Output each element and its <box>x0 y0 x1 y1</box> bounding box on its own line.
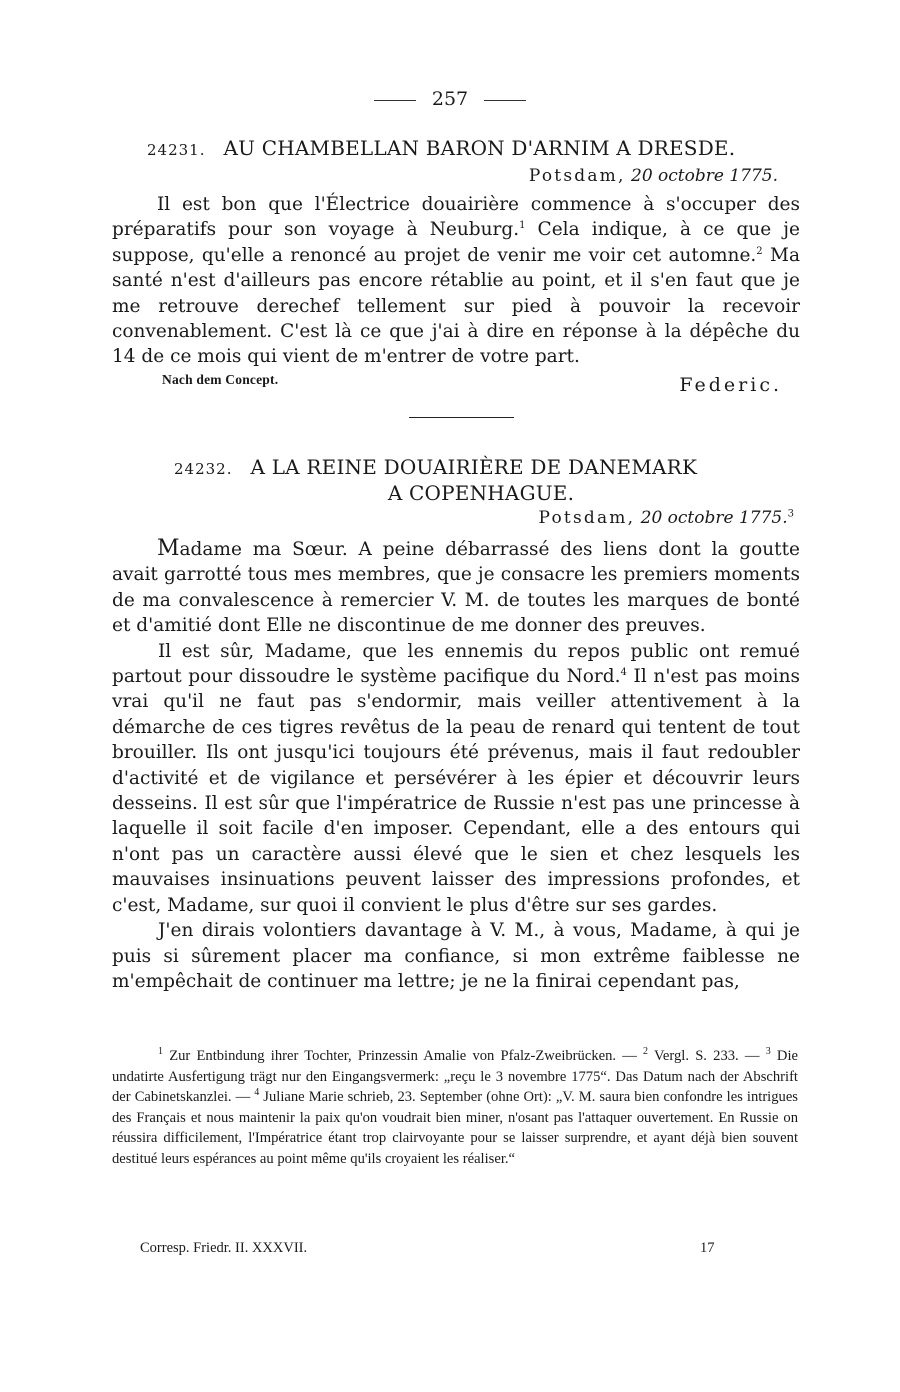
letter-number: 24231. <box>147 141 206 159</box>
footnote-text: Die undatirte Ausfertigung trägt nur den Eingangsvermerk: „reçu le 3 novembre 1775“. Das Datum nach der Abschrift der Cabinetskanzlei. — <box>112 1048 798 1105</box>
signature-mark: 17 <box>700 1240 715 1256</box>
separator-rule <box>409 417 514 418</box>
letter-24231 <box>112 136 800 396</box>
paragraph <box>112 192 800 370</box>
page-header <box>0 88 900 110</box>
signature: Federic. <box>679 373 782 396</box>
dateline <box>112 166 778 186</box>
text-run: adame ma Sœur. A peine débarrassé des liens dont la goutte avait garrotté tous mes membres, que je consacre les premiers moments de ma convalescence à remercier V. M. de toutes les marques de bonté et d'amitié dont Elle ne discontinue de me donner des preuves. <box>112 539 800 637</box>
date-text: 20 octobre 1775. <box>640 508 788 528</box>
letter-body <box>112 536 800 994</box>
letter-title-line2: A COPENHAGUE. <box>387 481 575 505</box>
source-note: Nach dem Concept. <box>162 371 279 387</box>
footnotes <box>112 1046 798 1169</box>
text-run: Cela indique, à ce que je suppose, qu'elle a renoncé au projet de venir me voir cet automne. <box>112 219 800 266</box>
page-footer <box>140 1240 720 1257</box>
letter-title-line1: A LA REINE DOUAIRIÈRE DE DANEMARK <box>250 455 698 479</box>
footnote-number: 1 <box>158 1046 163 1058</box>
text-run: J'en dirais volontiers davantage à V. M., à vous, Madame, à qui je puis si sûrement placer ma confiance, si mon extrême faiblesse ne m'empêchait de continuer ma lettre; je ne la finirai cependant pas, <box>112 920 800 992</box>
letter-24232 <box>112 455 800 994</box>
date-place: Potsdam, <box>528 166 626 186</box>
collection-line: Corresp. Friedr. II. XXXVII. <box>140 1240 308 1256</box>
letter-body <box>112 192 800 370</box>
salutation-initial: M <box>157 536 180 561</box>
paragraph <box>112 536 800 639</box>
dateline <box>112 508 794 528</box>
footnote-text: Juliane Marie schrieb, 23. September (ohne Ort): „V. M. saura bien confondre les intrigues des Français et nous maintenir la paix qu'on voudrait bien miner, n'osant pas l'attaquer ouvertement. En Russie on réussira difficilement, l'Impératrice étant trop clairvoyante pour se laisser surprendre, et ayant déjà bien souvent destitué leurs espérances au point même qu'ils croyaient les réaliser.“ <box>112 1089 798 1167</box>
header-dash-right <box>484 100 526 101</box>
page-number: 257 <box>431 88 469 110</box>
header-dash-left <box>374 100 416 101</box>
note-ref: 4 <box>620 666 627 678</box>
signature-row <box>112 370 800 396</box>
footnote-number: 4 <box>254 1087 260 1099</box>
footnote-text: Vergl. S. 233. — <box>648 1048 766 1064</box>
letter-title: AU CHAMBELLAN BARON D'ARNIM A DRESDE. <box>223 136 736 160</box>
note-ref: 1 <box>519 220 526 232</box>
paragraph <box>112 918 800 994</box>
text-run: Il est sûr, Madame, que les ennemis du repos public ont remué partout pour dissoudre le système pacifique du Nord. <box>112 640 800 688</box>
footnote-number: 2 <box>643 1046 649 1058</box>
note-ref: 2 <box>756 245 763 257</box>
letter-heading <box>112 136 800 160</box>
note-ref: 3 <box>787 508 794 520</box>
footnote-number: 3 <box>765 1046 771 1058</box>
footnote-block <box>112 1046 798 1169</box>
date-place: Potsdam, <box>538 508 636 528</box>
footnote-text: Zur Entbindung ihrer Tochter, Prinzessin Amalie von Pfalz-Zweibrücken. — <box>163 1048 644 1064</box>
text-run: Il est bon que l'Électrice douairière commence à s'occuper des préparatifs pour son voyage à Neuburg. <box>112 194 800 241</box>
text-run: Ma santé n'est d'ailleurs pas encore rétablie au point, et il s'en faut que je me retrouve derechef tellement sur pied à pouvoir la recevoir convenablement. C'est là ce que j'ai à dire en réponse à la dépêche du 14 de ce mois qui vient de m'entrer de votre part. <box>112 244 800 368</box>
date-text: 20 octobre 1775. <box>631 166 778 186</box>
paragraph <box>112 639 800 918</box>
letter-number: 24232. <box>174 460 233 478</box>
text-run: Il n'est pas moins vrai qu'il ne faut pas s'endormir, mais veiller attentivement à la démarche de ces tigres revêtus de la peau de renard qui tentent de tout brouiller. Ils ont jusqu'ici toujours été prévenus, mais il faut redoubler d'activité et de vigilance et persévérer à les épier et découvrir leurs desseins. Il est sûr que l'impératrice de Russie n'est pas une princesse à laquelle il soit facile d'en imposer. Cependant, elle a des entours qui n'ont pas un caractère aussi élevé que le sien et chez lesquels les mauvaises insinuations peuvent laisser des impressions profondes, et c'est, Madame, sur quoi il convient le plus d'être sur ses gardes. <box>112 666 801 916</box>
letter-heading <box>112 455 800 479</box>
